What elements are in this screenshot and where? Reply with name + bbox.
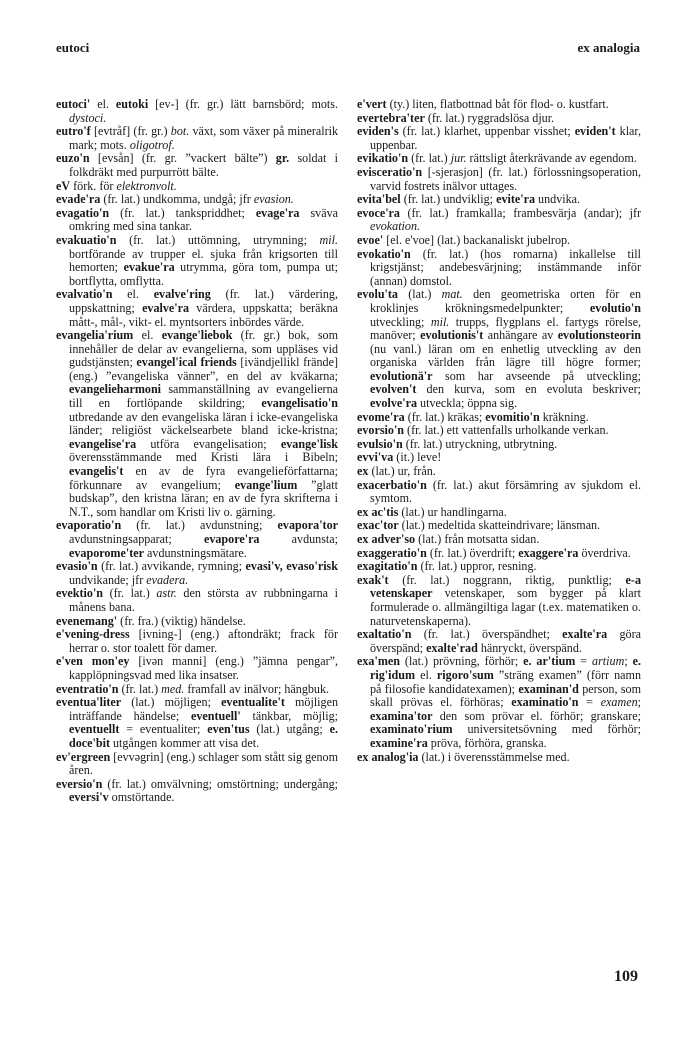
entry-definition: (fr. lat.) (hos romarna) inkallelse till krigstjänst; andebesvärjning; instämmande inför (annan) domstol. (370, 246, 641, 288)
header-guide-word-right: ex analogia (577, 40, 640, 55)
dictionary-column-left (56, 98, 338, 805)
entry-definition: (fr. lat.) astr. den största av rubbningarna i månens bana. (69, 586, 338, 614)
entry-definition: förk. för elektronvolt. (70, 178, 177, 193)
entry-headword: ex (357, 464, 369, 479)
dictionary-entry (56, 778, 338, 805)
entry-definition: (fr. lat.) framkalla; frambesvärja (andar); jfr evokation. (370, 205, 641, 234)
dictionary-entry (357, 628, 641, 655)
entry-headword: eventua'liter (56, 695, 122, 710)
entry-definition: (lat.) ur, från. (368, 464, 436, 479)
entry-headword: evoe' (357, 232, 384, 247)
entry-headword: evalvatio'n (56, 287, 113, 302)
entry-definition: [ivən manni] (eng.) ”jämna pengar”, kapplöpningsvad med lika insatser. (69, 654, 338, 682)
page-header (56, 40, 640, 60)
dictionary-entry (56, 519, 338, 560)
entry-headword: evulsio'n (357, 436, 403, 451)
entry-definition: (fr. lat.) undkomma, undgå; jfr evasion. (100, 192, 294, 207)
entry-definition: [el. e'voe] (lat.) backanaliskt jubelrop. (383, 232, 571, 247)
entry-headword: eutoci' (56, 97, 91, 111)
entry-headword: evaporatio'n (56, 518, 122, 533)
entry-definition: (lat.) möjligen; eventualite't möjligen inträffande händelse; eventuell' tänkbar, möjlig; eventuellt = eventualiter; even'tus (lat.) utgång; e. doce'bit utgången kommer att visa det. (69, 695, 338, 750)
entry-definition: (lat.) prövning, förhör; e. ar'tium = artium; e. rig'idum el. rigoro'sum ”sträng examen” (förr namn på filosofie kandidatexamen); examinan'd person, som skall prövas el. förhöras; examinatio'n = examen; examina'tor den som prövar el. förhör; granskare; examinato'rium universitetsövning med förhör; examine'ra pröva, förhöra, granska. (370, 654, 641, 750)
dictionary-entry (56, 683, 338, 697)
entry-headword: exagitatio'n (357, 559, 418, 574)
entry-definition: (fr. lat.) överspändhet; exalte'ra göra överspänd; exalte'rad hänryckt, överspänd. (370, 627, 641, 655)
entry-definition: (fr. lat.) med. framfall av inälvor; hängbuk. (118, 681, 330, 696)
entry-definition: el. evalve'ring (fr. lat.) värdering, uppskattning; evalve'ra värdera, uppskatta; beräkna mått-, mål-, vikt- el. myntsorters inbördes värde. (69, 287, 338, 329)
dictionary-entry (357, 166, 641, 193)
entry-headword: evagatio'n (56, 205, 110, 220)
entry-headword: exaltatio'n (357, 627, 412, 642)
dictionary-entry (56, 655, 338, 682)
dictionary-entry (56, 696, 338, 750)
entry-definition: (fr. lat.) omvälvning; omstörtning; undergång; eversi'v omstörtande. (69, 776, 338, 805)
dictionary-entry (357, 424, 641, 438)
entry-headword: evome'ra (357, 409, 405, 424)
entry-definition: (fr. lat.) tankspriddhet; evage'ra sväva omkring med sina tankar. (69, 205, 338, 234)
entry-headword: euzo'n (56, 151, 90, 166)
dictionary-entry (357, 248, 641, 289)
entry-headword: ex analog'ia (357, 749, 419, 764)
dictionary-entry (56, 560, 338, 587)
dictionary-entry (56, 125, 338, 152)
dictionary-entry (357, 451, 641, 465)
dictionary-entry (357, 751, 641, 765)
dictionary-entry (357, 112, 641, 126)
entry-headword: e'vert (357, 97, 387, 111)
dictionary-entry (357, 411, 641, 425)
entry-headword: evade'ra (56, 192, 101, 207)
entry-definition: (fr. lat.) ett vattenfalls urholkande verkan. (404, 423, 609, 438)
entry-headword: evolu'ta (357, 287, 398, 302)
dictionary-entry (56, 329, 338, 519)
dictionary-entry (56, 587, 338, 614)
dictionary-entry (56, 628, 338, 655)
dictionary-entry (357, 234, 641, 248)
dictionary-entry (56, 288, 338, 329)
entry-headword: ev'ergreen (56, 749, 111, 764)
entry-definition: (fr. lat.) utryckning, utbrytning. (402, 436, 558, 451)
entry-headword: evektio'n (56, 586, 104, 601)
dictionary-entry (357, 438, 641, 452)
dictionary-column-right (357, 98, 641, 764)
entry-definition: (lat.) ur handlingarna. (398, 504, 507, 519)
dictionary-entry (357, 533, 641, 547)
dictionary-entry (357, 655, 641, 750)
entry-headword: exacerbatio'n (357, 477, 427, 492)
dictionary-entry (357, 479, 641, 506)
dictionary-entry (357, 193, 641, 207)
entry-headword: exak't (357, 572, 389, 587)
entry-definition: (fr. lat.) jur. rättsligt återkrävande av egendom. (408, 151, 637, 166)
entry-definition: (lat.) i överensstämmelse med. (418, 749, 570, 764)
dictionary-entry (56, 751, 338, 778)
entry-definition: el. eutoki [ev-] (fr. gr.) lätt barnsbörd; mots. dystoci. (69, 97, 338, 125)
dictionary-entry (357, 207, 641, 234)
entry-headword: ex ac'tis (357, 504, 399, 519)
entry-headword: evakuatio'n (56, 232, 117, 247)
dictionary-entry (357, 574, 641, 628)
entry-definition: [evtråf] (fr. gr.) bot. växt, som växer på mineralrik mark; mots. oligotrof. (69, 124, 339, 152)
entry-definition: (fr. lat.) noggrann, riktig, punktlig; e-a vetenskaper vetenskaper, som bygger på klart formulerade o. allmängiltiga lagar (t.ex. matematiken o. naturvetenskaperna). (370, 572, 641, 628)
dictionary-entry (357, 152, 641, 166)
entry-definition: (fr. lat.) klarhet, uppenbar visshet; eviden't klar, uppenbar. (370, 124, 641, 152)
dictionary-entry (357, 547, 641, 561)
entry-headword: ex adver'so (357, 532, 416, 546)
dictionary-entry (357, 98, 641, 112)
entry-definition: (lat.) från motsatta sidan. (415, 532, 540, 546)
entry-headword: evoce'ra (357, 205, 400, 220)
entry-definition: (lat.) medeltida skatteindrivare; länsman. (398, 518, 601, 533)
entry-headword: evita'bel (357, 192, 401, 207)
entry-headword: eviden's (357, 124, 399, 139)
entry-definition: [ivning-] (eng.) aftondräkt; frack för herrar o. stor toalett för damer. (69, 627, 338, 655)
dictionary-entry (357, 125, 641, 152)
entry-headword: eversio'n (56, 776, 103, 791)
entry-headword: e'ven mon'ey (56, 654, 130, 669)
dictionary-entry (56, 98, 338, 125)
dictionary-entry (56, 234, 338, 288)
entry-headword: eutro'f (56, 124, 91, 139)
dictionary-entry (56, 615, 338, 629)
dictionary-entry (56, 152, 338, 179)
dictionary-entry (56, 207, 338, 234)
entry-headword: evikatio'n (357, 151, 409, 166)
dictionary-entry (357, 465, 641, 479)
entry-definition: [evvəgrin] (eng.) schlager som stått sig genom åren. (69, 749, 338, 778)
entry-definition: [-sjerasjon] (fr. lat.) förlossningsoperation, varvid fostrets inälvor uttages. (370, 164, 641, 193)
entry-definition: (ty.) liten, flatbottnad båt för flod- o. kustfart. (386, 97, 609, 111)
entry-definition: (fr. lat.) kräkas; evomitio'n kräkning. (404, 409, 589, 424)
entry-definition: (fr. fra.) (viktig) händelse. (117, 613, 246, 628)
dictionary-entry (357, 519, 641, 533)
dictionary-entry (56, 193, 338, 207)
entry-headword: eventratio'n (56, 681, 119, 696)
entry-definition: (fr. lat.) uppror, resning. (417, 559, 537, 574)
entry-headword: exa'men (357, 654, 400, 669)
dictionary-entry (56, 180, 338, 194)
dictionary-entry (357, 560, 641, 574)
entry-definition: (fr. lat.) uttömning, utrymning; mil. bortförande av trupper el. sjuka från krigsorten till hemorten; evakue'ra utrymma, göra tom, pumpa ut; bortflytta, omflytta. (69, 232, 339, 288)
entry-definition: (fr. lat.) överdrift; exaggere'ra överdriva. (426, 545, 631, 560)
entry-headword: evisceratio'n (357, 164, 423, 179)
entry-headword: evangelia'rium (56, 328, 134, 343)
dictionary-entry (357, 506, 641, 520)
entry-headword: evertebra'ter (357, 110, 425, 125)
page-number: 109 (614, 968, 638, 985)
entry-headword: evokatio'n (357, 246, 411, 261)
entry-definition: (fr. lat.) avdunstning; evapora'tor avdunstningsapparat; evapore'ra avdunsta; evaporome'ter avdunstningsmätare. (69, 518, 339, 560)
entry-definition: (fr. lat.) akut försämring av sjukdom el. symtom. (370, 477, 641, 506)
entry-definition: (fr. lat.) avvikande, rymning; evasi'v, evaso'risk undvikande; jfr evadera. (69, 559, 338, 587)
entry-headword: evenemang' (56, 613, 118, 628)
entry-definition: (fr. lat.) ryggradslösa djur. (424, 110, 555, 125)
entry-headword: evvi'va (357, 450, 394, 465)
entry-definition: (it.) leve! (393, 450, 442, 465)
entry-headword: eV (56, 178, 71, 193)
entry-headword: exaggeratio'n (357, 545, 427, 560)
entry-headword: e'vening-dress (56, 627, 130, 642)
entry-definition: (lat.) mat. den geometriska orten för en kroklinjes krökningsmedelpunkter; evolutio'n utveckling; mil. trupps, flygplans el. fartygs rörelse, manöver; evolutionis't anhängare av evolutionsteorin (nu vanl.) läran om en enhetlig utveckling av den organiska världen från lägre till högre former; evolutionä'r som har avseende på utveckling; evolven't den kurva, som en evoluta beskriver; evolve'ra utveckla; öppna sig. (370, 287, 641, 411)
entry-definition: (fr. lat.) undviklig; evite'ra undvika. (400, 192, 581, 207)
dictionary-entry (357, 288, 641, 410)
header-guide-word-left: eutoci (56, 40, 90, 55)
entry-headword: exac'tor (357, 518, 399, 533)
entry-headword: evasio'n (56, 559, 98, 574)
entry-definition: el. evange'liebok (fr. gr.) bok, som innehåller de delar av evangelierna, som uppläses vid gudstjänsten; evangel'ical friends [ivändjellikl frände] (eng.) ”evangeliska vänner”, en del av kväkarna; evangelieharmoni sammanställning av evangelierna till en fortlöpande skildring; evangelisatio'n utbredande av den evangeliska läran i icke-evangeliska länder; religiöst väckelsearbete bland icke-kristna; evangelise'ra utföra evangelisation; evange'lisk överensstämmande med Kristi lära i Bibeln; evangelis't en av de fyra evangelieförfattarna; förkunnare av evangelium; evange'lium ”glatt budskap”, den kristna läran; en av de fyra skrifterna i N.T., som handlar om Kristi liv o. gärning. (69, 328, 338, 519)
entry-definition: [evsån] (fr. gr. ”vackert bälte”) gr. soldat i folkdräkt med purpurrött bälte. (69, 151, 338, 179)
entry-headword: evorsio'n (357, 423, 405, 438)
